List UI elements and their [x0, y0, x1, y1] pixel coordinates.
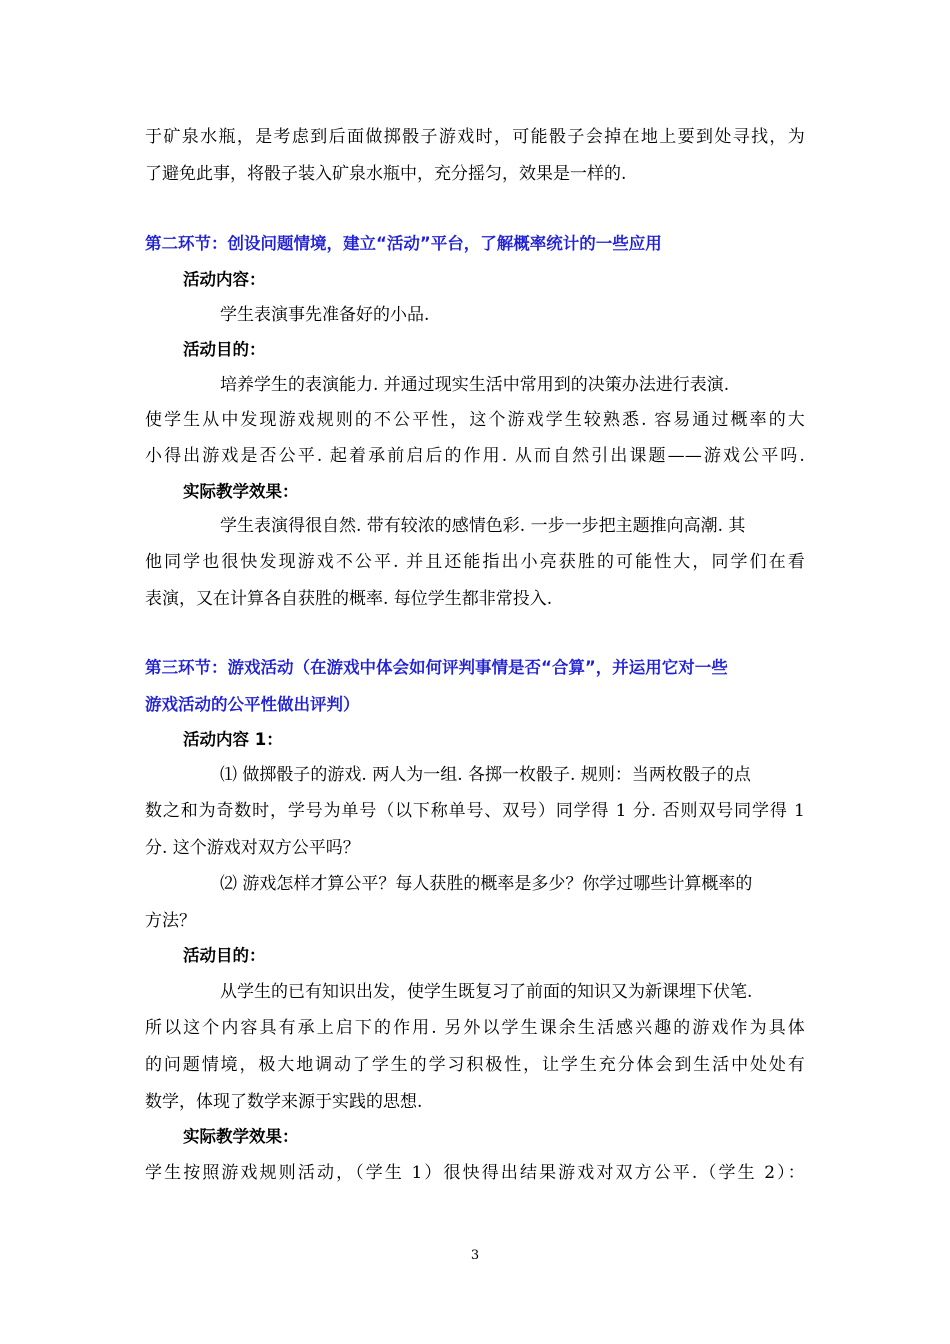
section-3-content-line-5: 方法？: [145, 911, 196, 931]
section-3-purpose-label: 活动目的：: [183, 946, 266, 965]
page-number: 3: [470, 1248, 480, 1263]
section-3-content-line-4: ⑵ 游戏怎样才算公平？每人获胜的概率是多少？你学过哪些计算概率的: [220, 874, 753, 894]
section-3-effect-label: 实际教学效果：: [183, 1127, 299, 1146]
section-2-content-text: 学生表演事先准备好的小品.: [220, 305, 430, 325]
intro-line-2: 了避免此事，将骰子装入矿泉水瓶中，充分摇匀，效果是一样的.: [145, 164, 627, 184]
section-3-heading-line-1: 第三环节：游戏活动（在游戏中体会如何评判事情是否“合算”，并运用它对一些: [145, 658, 728, 677]
section-3-content-label: 活动内容 1：: [183, 730, 283, 749]
section-3-purpose-line-3: 的问题情境，极大地调动了学生的学习积极性，让学生充分体会到生活中处处有: [145, 1055, 805, 1075]
section-3-content-line-3: 分. 这个游戏对双方公平吗？: [145, 838, 360, 858]
section-2-purpose-line-2: 使学生从中发现游戏规则的不公平性，这个游戏学生较熟悉. 容易通过概率的大: [145, 410, 805, 430]
section-3-purpose-line-1: 从学生的已有知识出发，使学生既复习了前面的知识又为新课埋下伏笔.: [220, 982, 753, 1002]
section-2-purpose-label: 活动目的：: [183, 340, 266, 359]
section-3-content-line-1: ⑴ 做掷骰子的游戏. 两人为一组. 各掷一枚骰子. 规则：当两枚骰子的点: [220, 765, 751, 785]
section-2-heading: 第二环节：创设问题情境，建立“活动”平台，了解概率统计的一些应用: [145, 234, 662, 253]
intro-line-1: 于矿泉水瓶，是考虑到后面做掷骰子游戏时，可能骰子会掉在地上要到处寻找，为: [145, 127, 805, 147]
section-3-purpose-line-2: 所以这个内容具有承上启下的作用. 另外以学生课余生活感兴趣的游戏作为具体: [145, 1018, 805, 1038]
section-2-effect-label: 实际教学效果：: [183, 482, 299, 501]
section-2-effect-line-1: 学生表演得很自然. 带有较浓的感情色彩. 一步一步把主题推向高潮. 其: [220, 516, 746, 536]
section-3-content-line-2: 数之和为奇数时，学号为单号（以下称单号、双号）同学得 1 分. 否则双号同学得 1: [145, 801, 805, 821]
section-2-effect-line-2: 他同学也很快发现游戏不公平. 并且还能指出小亮获胜的可能性大，同学们在看: [145, 552, 805, 572]
section-2-effect-line-3: 表演，又在计算各自获胜的概率. 每位学生都非常投入.: [145, 589, 553, 609]
section-3-effect-line-1: 学生按照游戏规则活动，（学生 1）很快得出结果游戏对双方公平.（学生 2）：: [145, 1163, 805, 1183]
section-2-purpose-line-3: 小得出游戏是否公平. 起着承前启后的作用. 从而自然引出课题——游戏公平吗.: [145, 446, 805, 466]
section-3-heading-line-2: 游戏活动的公平性做出评判）: [145, 695, 360, 714]
section-2-content-label: 活动内容：: [183, 270, 266, 289]
section-2-purpose-line-1: 培养学生的表演能力. 并通过现实生活中常用到的决策办法进行表演.: [220, 375, 730, 395]
section-3-purpose-line-4: 数学，体现了数学来源于实践的思想.: [145, 1092, 423, 1112]
